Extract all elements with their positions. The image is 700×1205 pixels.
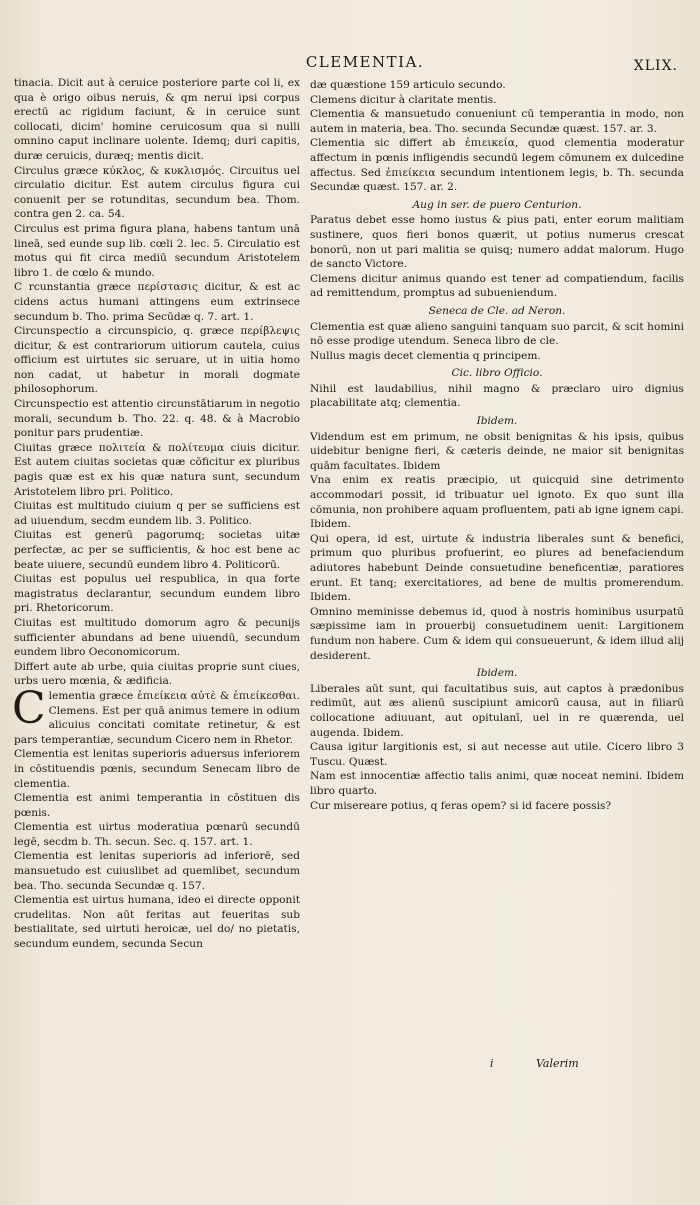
clementia-heading-entry	[12, 682, 300, 747]
entry-paragraph: Ciuitas est populus uel respublica, in qua forte magistratus declarantur, secundum eundem libro pri. Rhetoricorum.	[14, 573, 300, 615]
entry-paragraph: Clementia est lenitas superioris ad inferiorē, sed mansuetudo est cuiuslibet ad quemlibet, secundum bea. Tho. secunda Secundæ q. 157.	[14, 850, 300, 892]
entry-paragraph: Circulus est prima figura plana, habens tantum unā lineā, sed eunde sup lib. cœli 2. lec. 5. Circulatio est motus qui fit circa mediū secundum Aristotelem libro 1. de cœlo & mundo.	[14, 222, 300, 279]
entry-paragraph: Ciuitas est multitudo domorum agro & pecunijs sufficienter abundans ad bene uiuendū, secundum eundem libro Oeconomicorum.	[14, 616, 300, 659]
entry-paragraph: Clementia sic differt ab ἐπιεικεία, quod clementia moderatur affectum in pœnis infligendis secundū legem cōmunem ex dulcedine affectus. Sed ἐπιείκεια secundum intentionem legis, b. Th. secunda Secundæ quæst. 157. ar. 2.	[310, 137, 684, 194]
entry-paragraph: Vna enim ex reatis præcipio, ut quicquid sine detrimento accommodari possit, id tribuatur uel ignoto. Ex quo sunt illa cōmunia, non prohibere aquam profluentem, pati ab igne ignem capi. Ibidem.	[310, 474, 684, 531]
catchword: Valerim	[536, 1057, 579, 1070]
entry-paragraph: Paratus debet esse homo iustus & pius pati, enter eorum malitiam sustinere, quos fieri bonos quærit, ut potius numerus crescat bonorū, non ut pari malitia se quisq; numero addat malorum. Hugo de sancto Victore.	[310, 214, 684, 271]
source-citation: Seneca de Cle. ad Neron.	[428, 304, 566, 317]
entry-paragraph: Cur misereare potius, q feras opem? si id facere possis?	[310, 799, 612, 812]
source-citation: Aug in ser. de puero Centurion.	[412, 198, 582, 211]
entry-paragraph: Clementia est quæ alieno sanguini tanquam suo parcit, & scit homini nō esse prodige utendum. Seneca libro de cle.	[310, 320, 684, 348]
signature-mark: i	[490, 1057, 494, 1070]
entry-paragraph: Nullus magis decet clementia q principem.	[310, 349, 541, 362]
entry-paragraph: Ciuitas græce πολιτεία & πολίτευμα ciuis dicitur. Est autem ciuitas societas quæ cōficitur ex pluribus pagis quæ est ex his quæ natura sunt, secundum Aristotelem libro pri. Politico.	[14, 441, 300, 498]
source-citation: Ibidem.	[476, 415, 518, 428]
entry-paragraph: tinacia. Dicit aut à ceruice posteriore parte col li, ex qua è origo oibus neruis, & qm nerui ipsi corpus erectū ac rigidum faciunt, & in ceruice sunt collocati, dicim' homine ceruicosum qua si nulli omnino caput inclinare uolente. Idemq; duri capitis, duræ ceruicis, duræq; mentis dicit.	[14, 77, 300, 162]
entry-paragraph: Clementia est lenitas superioris aduersus inferiorem in cōstituendis pœnis, secundum Senecam libro de clementia.	[14, 748, 300, 790]
entry-paragraph: Clementia & mansuetudo conueniunt cū temperantia in modo, non autem in materia, bea. Tho. secunda Secundæ quæst. 157. ar. 3.	[310, 108, 684, 135]
entry-paragraph: Ciuitas est multitudo ciuium q per se sufficiens est ad uiuendum, secdm eundem lib. 3. Politico.	[14, 500, 300, 527]
entry-paragraph: Nam est innocentiæ affectio talis animi, quæ noceat nemini. Ibidem libro quarto.	[310, 770, 684, 797]
entry-paragraph: Qui opera, id est, uirtute & industria liberales sunt & benefici, primum quo pluribus profuerint, eo plures ad benefaciendum adiutores habebunt Deinde consuetudine beneficentiæ, paratiores erunt. Et tanq; exercitatiores, ad bene de multis promerendum. Ibidem.	[310, 532, 684, 604]
entry-paragraph: Videndum est em primum, ne obsit benignitas & his ipsis, quibus uidebitur benigne fieri, & cæteris deinde, ne maior sit benignitas quām facultates. Ibidem	[310, 430, 684, 472]
entry-paragraph: Clementia est animi temperantia in cōstituen dis pœnis.	[14, 792, 300, 819]
entry-paragraph: Clementia est uirtus moderatiua pœnarū secundū legē, secdm b. Th. secun. Sec. q. 157. art. 1.	[14, 821, 300, 848]
entry-paragraph: Ciuitas est generū pagorumq; societas uitæ perfectæ, ac per se sufficientis, & hoc est bene ac beate uiuere, secundū eundem libro 4. Politicorū.	[14, 529, 300, 571]
entry-paragraph: Liberales aūt sunt, qui facultatibus suis, aut captos à prædonibus redimūt, aut æs alienū suscipiunt amicorū causa, aut in filiarū collocatione adiuuant, aut opitulanī, uel in re quærenda, uel augenda. Ibidem.	[310, 682, 684, 739]
entry-paragraph: Differt aute ab urbe, quia ciuitas proprie sunt ciues, urbs uero mœnia, & ædificia.	[14, 660, 300, 688]
entry-paragraph: Circunspectio est attentio circunstātiarum in negotio morali, secundum b. Tho. 22. q. 48. & à Macrobio ponitur pars prudentiæ.	[14, 398, 300, 440]
source-citation: Cic. libro Officio.	[451, 367, 543, 380]
entry-paragraph: Clemens dicitur animus quando est tener ad compatiendum, facilis ad remittendum, promptus ad subueniendum.	[310, 272, 684, 300]
folio-number: XLIX.	[633, 58, 678, 74]
drop-cap-text: lementia græce ἐπιείκεια αὐτὲ & ἐπιείκεσθαι. Clemens. Est per quā animus temere in odium alicuius concitati comitate retinetur, & est pars temperantiæ, secundum Cicero nem in Rhetor.	[14, 689, 300, 746]
drop-cap-initial: C	[12, 682, 46, 734]
entry-paragraph: C rcunstantia græce περίστασις dicitur, & est ac cidens actus humani attingens eum extrinsece secundum b. Tho. prima Secūdæ q. 7. art. 1.	[14, 281, 300, 323]
running-head: CLEMENTIA.	[305, 53, 425, 71]
entry-paragraph: Circunspectio a circunspicio, q. græce περίβλεψις dicitur, & est contrariorum uitiorum cautela, cuius officium est uirtutes sic seruare, ut in uitia homo non cadat, ut habetur in morali dogmate philosophorum.	[14, 325, 300, 396]
right-column	[310, 78, 684, 813]
entry-paragraph: Causa igitur largitionis est, si aut necesse aut utile. Cicero libro 3 Tuscu. Quæst.	[310, 741, 684, 768]
entry-paragraph: Clementia est uirtus humana, ideo ei directe opponit crudelitas. Non aūt feritas aut feueritas sub bestialitate, sed uirtuti heroicæ, uel do/ no pietatis, secundum eundem, secunda Secun	[14, 894, 300, 951]
entry-paragraph: Omnino meminisse debemus id, quod à nostris hominibus usurpatū sæpissime iam in prouerbij consuetudinem uenit: Largitionem fundum non habere. Cum & idem qui consueuerunt, & idem illud alij desiderent.	[310, 605, 684, 662]
entry-paragraph: dæ quæstione 159 articulo secundo.	[310, 79, 506, 91]
source-citation: Ibidem.	[476, 667, 518, 680]
entry-paragraph: Nihil est laudabilius, nihil magno & præclaro uiro dignius placabilitate atq; clementia.	[310, 382, 684, 410]
entry-paragraph: Clemens dicitur à claritate mentis.	[310, 93, 497, 106]
entry-paragraph: Circulus græce κύκλος, & κυκλισμός. Circuitus uel circulatio dicitur. Est autem circulus figura cui conuenit per se rotunditas, secundum bea. Thom. contra gen 2. ca. 54.	[14, 164, 300, 221]
left-column	[14, 76, 300, 952]
